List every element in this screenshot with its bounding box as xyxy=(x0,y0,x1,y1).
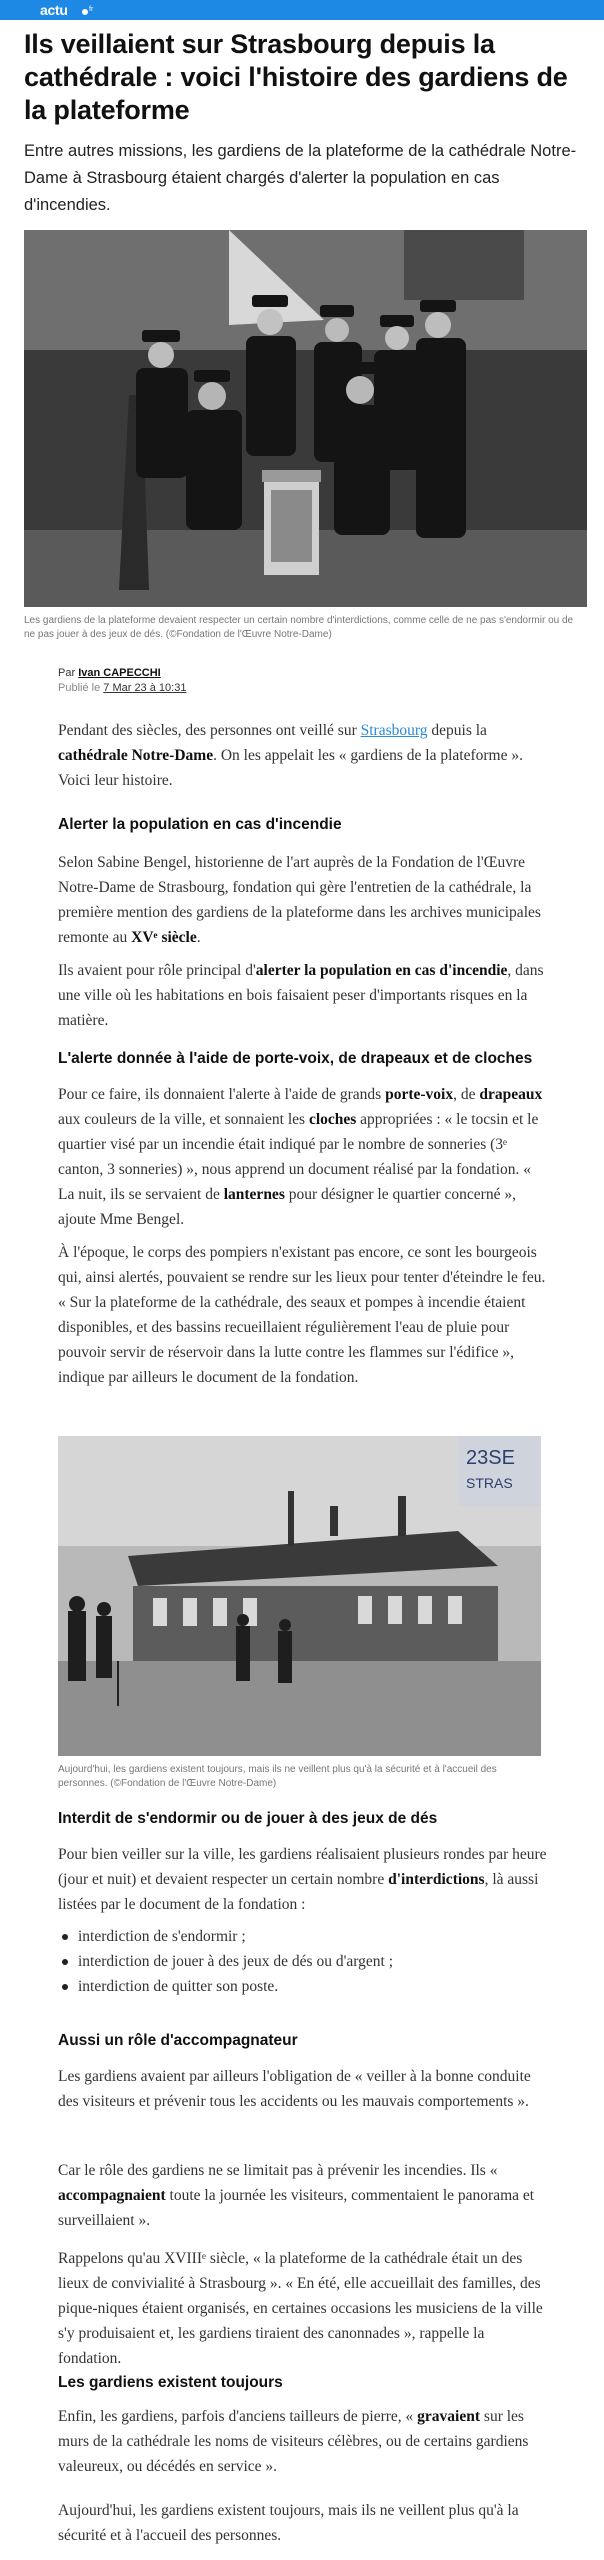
prohibitions-list xyxy=(58,1924,548,1999)
section4-paragraph-1: Les gardiens avaient par ailleurs l'obligation de « veiller à la bonne conduite des visiteurs et prévenir tous les accidents ou les mauvais comportements ». xyxy=(58,2068,531,2110)
section4-paragraph-3: Rappelons qu'au XVIIIᵉ siècle, « la plateforme de la cathédrale était un des lieux de convivialité à Strasbourg ». « En été, elle accueillait des familles, des pique-niques étaient organisés, en certaines occasions les musiciens de la ville s'y produisaient et, les gardiens tiraient des canonnades », rappelle la fondation. xyxy=(58,2250,543,2367)
hero-photo-caption: Les gardiens de la plateforme devaient respecter un certain nombre d'interdictions, comme celle de ne pas s'endormir ou de ne pas jouer à des jeux de dés. (©Fondation de l'Œuvre Notre-Dame) xyxy=(24,615,574,640)
section5-paragraph-2: Aujourd'hui, les gardiens existent toujours, mais ils ne veillent plus qu'à la sécurité et à l'accueil des personnes. xyxy=(58,2502,519,2544)
article-lead: Entre autres missions, les gardiens de la plateforme de la cathédrale Notre-Dame à Strasbourg étaient chargés d'alerter la population en cas d'incendies. xyxy=(24,142,577,214)
section1-paragraph-1: Selon Sabine Bengel, historienne de l'art auprès de la Fondation de l'Œuvre Notre-Dame de Strasbourg, fondation qui gère l'entretien de la cathédrale, la première mention des gardiens de la plateforme dans les archives municipales remonte au XVᵉ siècle. xyxy=(58,854,541,946)
platform-photo-caption: Aujourd'hui, les gardiens existent toujours, mais ils ne veillent plus qu'à la sécurité et à l'accueil des personnes. (©Fondation de l'Œuvre Notre-Dame) xyxy=(58,1764,497,1789)
site-header xyxy=(0,0,604,20)
section4-paragraph-2: Car le rôle des gardiens ne se limitait pas à prévenir les incendies. Ils « accompagnaient toute la journée les visiteurs, commentaient le panorama et surveillaient ». xyxy=(58,2162,535,2229)
list-item: interdiction de quitter son poste. xyxy=(58,1974,548,1999)
section2-paragraph-2: À l'époque, le corps des pompiers n'existant pas encore, ce sont les bourgeois qui, ainsi alertés, pouvaient se rendre sur les lieux pour tenter d'éteindre le feu. « Sur la plateforme de la cathédrale, des seaux et pompes à incendie étaient disponibles, et des bassins recueillaient régulièrement l'eau de pluie pour pouvoir servir de réservoir dans la lutte contre les flammes sur l'édifice », indique par ailleurs le document de la fondation. xyxy=(58,1244,546,1386)
section2-paragraph-1: Pour ce faire, ils donnaient l'alerte à l'aide de grands porte-voix, de drapeaux aux couleurs de la ville, et sonnaient les cloches appropriées : « le tocsin et le quartier visé par un incendie était indiqué par le nombre de sonneries (3ᵉ canton, 3 sonneries) », nous apprend un document réalisé par la fondation. « La nuit, ils se servaient de lanternes pour désigner le quartier concerné », ajoute Mme Bengel. xyxy=(58,1086,543,1228)
site-logo[interactable]: actu xyxy=(40,2,68,18)
list-item: interdiction de s'endormir ; xyxy=(58,1924,548,1949)
intro-paragraph: Pendant des siècles, des personnes ont veillé sur Strasbourg depuis la cathédrale Notre-Dame. On les appelait les « gardiens de la plateforme ». Voici leur histoire. xyxy=(58,722,523,789)
article-byline xyxy=(58,666,186,696)
section3-paragraph-1: Pour bien veiller sur la ville, les gardiens réalisaient plusieurs rondes par heure (jour et nuit) et devaient respecter un certain nombre d'interdictions, là aussi listées par le document de la fondation : xyxy=(58,1846,547,1913)
hero-photo xyxy=(24,230,587,607)
section-heading-alert-tools: L'alerte donnée à l'aide de porte-voix, de drapeaux et de cloches xyxy=(58,1050,533,1067)
section1-paragraph-2: Ils avaient pour rôle principal d'alerter la population en cas d'incendie, dans une ville où les habitations en bois faisaient peser d'importants risques en la matière. xyxy=(58,962,544,1029)
stamp-text-2: STRAS xyxy=(466,1475,513,1491)
section-heading-prohibitions: Interdit de s'endormir ou de jouer à des jeux de dés xyxy=(58,1810,438,1827)
platform-photo xyxy=(58,1436,541,1756)
strasbourg-link[interactable]: Strasbourg xyxy=(360,722,428,739)
byline-by: Par xyxy=(58,667,76,679)
section-heading-alert: Alerter la population en cas d'incendie xyxy=(58,816,342,833)
section-heading-guide-role: Aussi un rôle d'accompagnateur xyxy=(58,2032,298,2049)
byline-published: Publié le xyxy=(58,682,101,694)
section5-paragraph-1: Enfin, les gardiens, parfois d'anciens tailleurs de pierre, « gravaient sur les murs de la cathédrale les noms de visiteurs célèbres, ou de certains gardiens valeureux, ou décédés en service ». xyxy=(58,2408,529,2475)
logo-dot-icon xyxy=(82,9,88,15)
site-logo-suffix: fr xyxy=(89,6,94,13)
publish-date: 7 Mar 23 à 10:31 xyxy=(103,682,187,694)
author-link[interactable]: Ivan CAPECCHI xyxy=(78,667,161,679)
stamp-text-1: 23SE xyxy=(466,1447,515,1469)
article-title: Ils veillaient sur Strasbourg depuis la cathédrale : voici l'histoire des gardiens de la plateforme xyxy=(24,29,568,125)
section-heading-still-exist: Les gardiens existent toujours xyxy=(58,2374,283,2391)
list-item: interdiction de jouer à des jeux de dés ou d'argent ; xyxy=(58,1949,548,1974)
